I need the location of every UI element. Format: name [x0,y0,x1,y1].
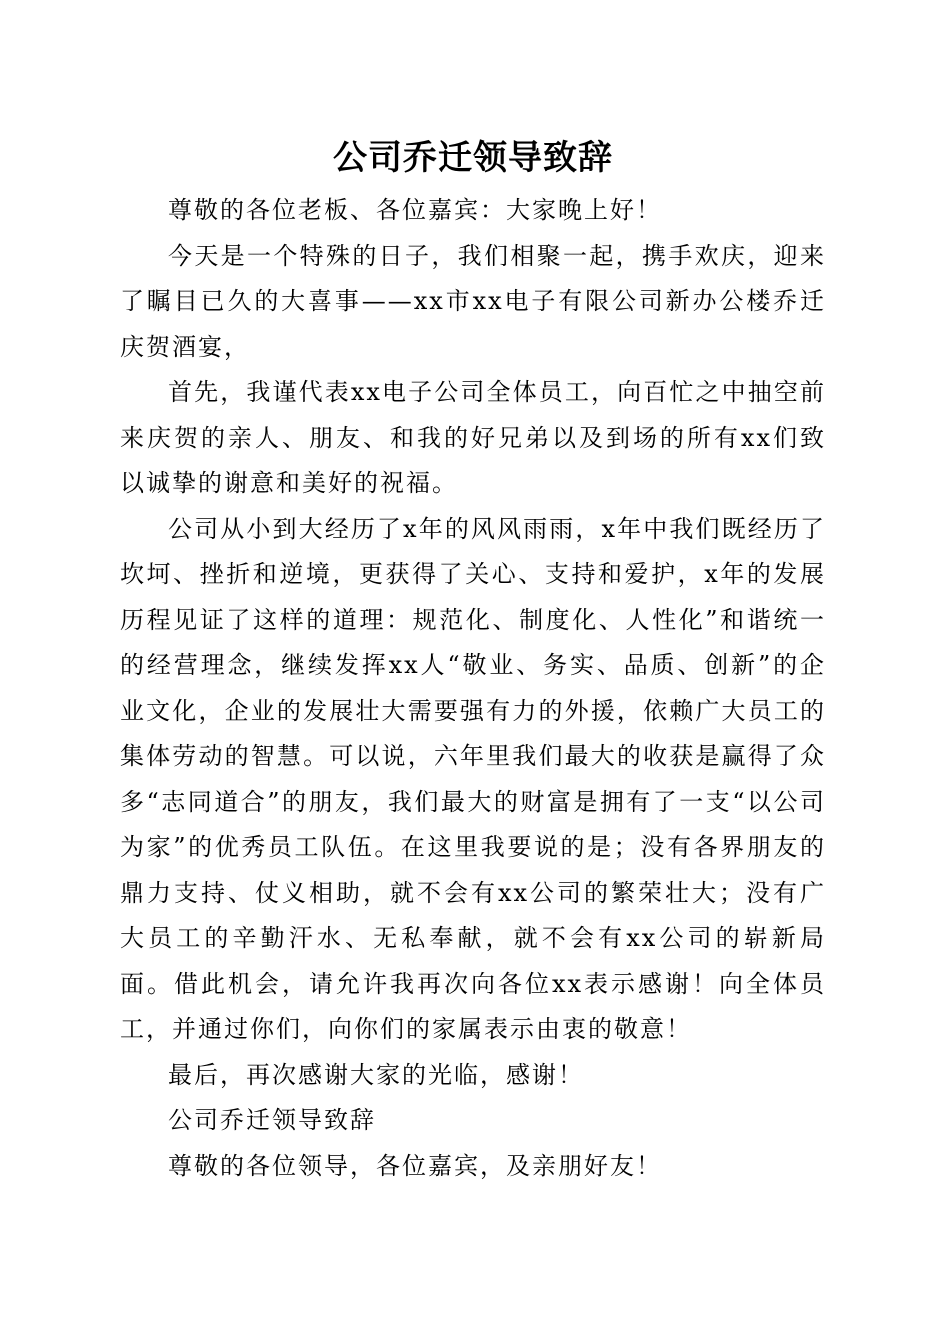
paragraph-greeting: 尊敬的各位老板、各位嘉宾：大家晚上好！ [168,196,662,224]
document-page [120,130,826,1189]
paragraph-occasion: 今天是一个特殊的日子，我们相聚一起，携手欢庆，迎来了瞩目已久的大喜事——xx市xx电子有限公司新办公楼乔迁庆贺酒宴， [120,241,826,361]
paragraph-second-title: 公司乔迁领导致辞 [168,1106,376,1134]
document-title: 公司乔迁领导致辞 [333,138,613,178]
paragraph-thanks: 首先，我谨代表xx电子公司全体员工，向百忙之中抽空前来庆贺的亲人、朋友、和我的好兄弟以及到场的所有xx们致以诚挚的谢意和美好的祝福。 [120,378,826,497]
paragraph-closing: 最后，再次感谢大家的光临，感谢！ [168,1060,584,1089]
paragraph-second-greeting: 尊敬的各位领导，各位嘉宾，及亲朋好友！ [168,1151,662,1180]
paragraph-history: 公司从小到大经历了x年的风风雨雨，x年中我们既经历了坎坷、挫折和逆境，更获得了关心、支持和爱护，x年的发展历程见证了这样的道理：规范化、制度化、人性化”和谐统一的经营理念，继续发挥xx人“敬业、务实、品质、创新”的企业文化，企业的发展壮大需要强有力的外援，依赖广大员工的集体劳动的智慧。可以说，六年里我们最大的收获是赢得了众多“志同道合”的朋友，我们最大的财富是拥有了一支“以公司为家”的优秀员工队伍。在这里我要说的是；没有各界朋友的鼎力支持、仗义相助，就不会有xx公司的繁荣壮大；没有广大员工的辛勤汗水、无私奉献，就不会有xx公司的崭新局面。借此机会，请允许我再次向各位xx表示感谢！向全体员工，并通过你们，向你们的家属表示由衷的敬意！ [120,514,826,1043]
